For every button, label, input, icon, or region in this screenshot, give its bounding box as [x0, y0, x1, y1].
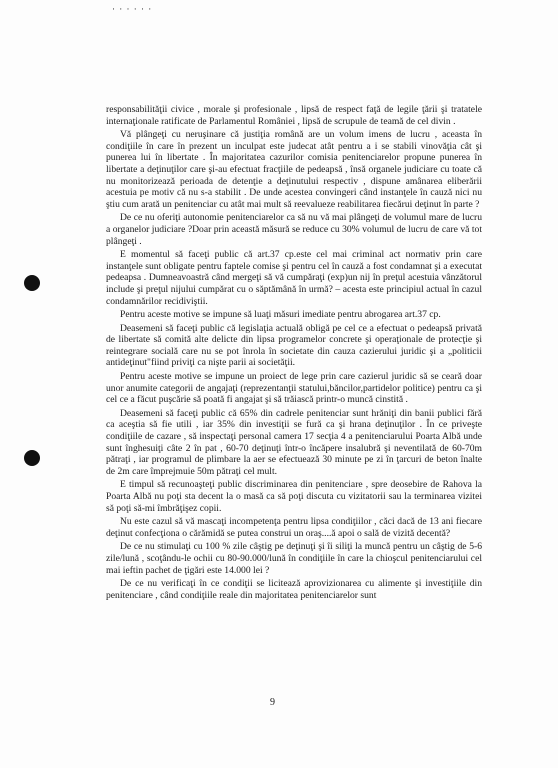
paragraph: E momentul să faceţi public că art.37 cp.este cel mai criminal act normativ prin care instanţele sunt obligate pentru faptele comise şi pentru cel în cauză a fost condamnat şi a executat pedeapsa . Dumneavoastră când mergeţi să vă cumpăraţi (exp)un nij în preţul acestuia vânzătorul include şi preţul nijului cumpărat cu o săptămână în urmă? – acesta este principiul actual în cazul condamnărilor recidiviştii.	[106, 249, 482, 307]
punch-hole-bottom	[24, 450, 40, 466]
paragraph: E timpul să recunoaşteţi public discriminarea din penitenciare , spre deosebire de Rahova la Poarta Albă nu poţi sta decent la o masă ca să poţi discuta cu vizitatorii sau la terminarea vizitei să poţi să-mi îmbrăţişez copii.	[106, 479, 482, 514]
body-text	[106, 104, 482, 603]
paragraph: Pentru aceste motive se impune un proiect de lege prin care cazierul juridic să se ceară doar unor anumite categorii de angajaţi (reprezentanţii statului,băncilor,partidelor politice) pentru ca şi cel ce a făcut puşcărie să poată fi angajat şi să trăiască printr-o muncă cinstită .	[106, 371, 482, 406]
page-number: 9	[270, 697, 275, 708]
paragraph: De ce nu stimulaţi cu 100 % zile câştig pe deţinuţi şi îi siliţi la muncă pentru un câştig de 5-6 zile/lună , scoţându-le ochii cu 80-90.000/lună în condiţiile în care la chioşcul penitenciarului cel mai ieftin pachet de ţigări este 14.000 lei ?	[106, 541, 482, 576]
paragraph: De ce nu verificaţi în ce condiţii se licitează aprovizionarea cu alimente şi investiţiile din penitenciare , când condiţiile reale din majoritatea penitenciarelor sunt	[106, 578, 482, 601]
paragraph: responsabilităţii civice , morale şi profesionale , lipsă de respect faţă de legile ţării şi tratatele internaţionale ratificate de Parlamentul României , lipsă de scrupule de teamă de cel divin .	[106, 104, 482, 127]
paragraph: Nu este cazul să vă mascaţi incompetenţa pentru lipsa condiţiilor , căci dacă de 13 ani fiecare deţinut confecţiona o cărămidă se putea construi un oraş....ă apoi o sală de vizită decentă?	[106, 516, 482, 539]
top-scan-mark: · · · · · ·	[112, 4, 153, 14]
paragraph: Vă plângeţi cu neruşinare că justiţia română are un volum imens de lucru , aceasta în condiţiile în care în prezent un inculpat este judecat atât pentru a i se stabili vinovăţia cât şi punerea lui în libertate . În majoritatea cazurilor comisia penitenciarelor propune punerea în libertate a deţinuţilor care şi-au efectuat fracţiile de pedeapsă , însă organele judiciare cu toate că nu monitorizează perioada de detenţie a deţinutului respectiv , dispune amânarea eliberării acestuia pe motiv că nu s-a stabilit . De unde acestea convingeri când instanţele în cauză nici nu ştiu cum arată un penitenciar cu atât mai mult să reevalueze reabilitarea fiecărui deţinut în parte ?	[106, 129, 482, 210]
paragraph: Deasemeni să faceţi public că 65% din cadrele penitenciar sunt hrăniţi din banii publici fără ca aceştia să fie utili , iar 35% din investiţii se fură ca şi hrana deţinuţilor . În ce priveşte condiţiile de cazare , să inspectaţi personal camera 17 secţia 4 a penitenciarului Poarta Albă unde sunt înghesuiţi câte 2 în pat , 60-70 deţinuţi într-o încăpere insalubră şi neventilată de 60-70m pătraţi , iar programul de plimbare la aer se efectuează 30 minute pe zi în ţarcuri de beton înalte de 2m care împrejmuie 50m pătraţi cel mult.	[106, 407, 482, 477]
paragraph: De ce nu oferiţi autonomie penitenciarelor ca să nu vă mai plângeţi de volumul mare de lucru a organelor judiciare ?Doar prin această măsură se reduce cu 30% volumul de lucru de care vă tot plângeţi .	[106, 212, 482, 247]
paragraph: Pentru aceste motive se impune să luaţi măsuri imediate pentru abrogarea art.37 cp.	[120, 309, 441, 321]
punch-hole-top	[24, 275, 40, 291]
paragraph: Deasemeni să faceţi public că legislaţia actuală obligă pe cel ce a efectuat o pedeapsă privată de libertate să comită alte delicte din lipsa programelor concrete şi operaţionale de protecţie şi reintegrare socială care nu se pot înrola în societate din cauza cazierului juridic şi a „politicii antideţinut"fiind priviţi ca nişte parii ai societăţii.	[106, 322, 482, 369]
